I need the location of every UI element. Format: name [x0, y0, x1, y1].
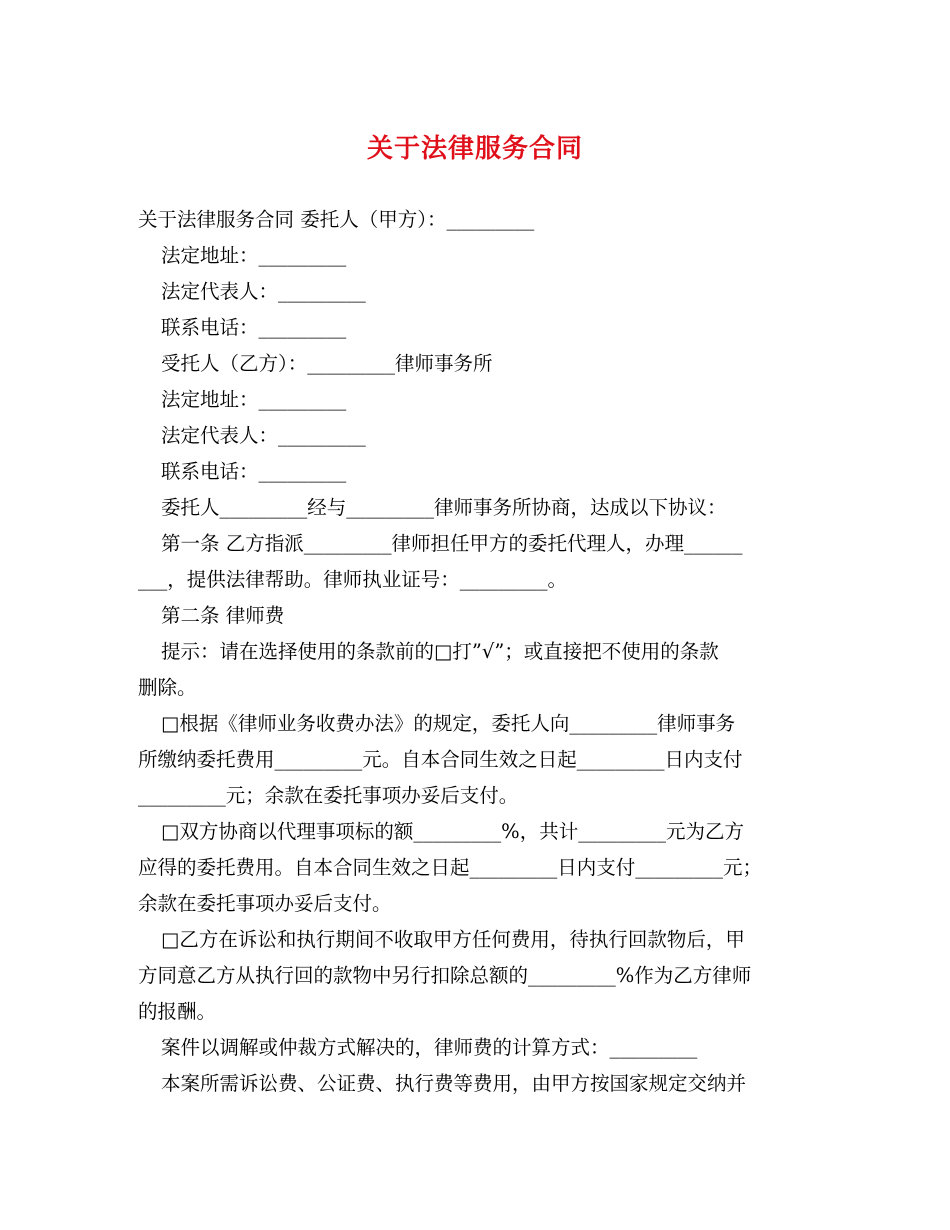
text-line: 本案所需诉讼费、公证费、执行费等费用，由甲方按国家规定交纳并: [161, 1072, 747, 1095]
text-line: 的报酬。: [138, 1000, 217, 1023]
text-line: 法定代表人：_________: [161, 424, 366, 447]
text-line: 方同意乙方从执行回的款物中另行扣除总额的_________%作为乙方律师: [138, 964, 752, 987]
text-line: □双方协商以代理事项标的额_________%，共计_________元为乙方: [161, 820, 744, 843]
text-line: 法定地址：_________: [161, 388, 347, 411]
text-line: 关于法律服务合同 委托人（甲方）：_________: [138, 208, 535, 231]
text-line: 联系电话：_________: [161, 316, 347, 339]
text-line: □乙方在诉讼和执行期间不收取甲方任何费用，待执行回款物后，甲: [161, 928, 745, 951]
text-line: 法定地址：_________: [161, 244, 347, 267]
text-line: 案件以调解或仲裁方式解决的，律师费的计算方式：_________: [161, 1036, 698, 1059]
text-line: 第二条 律师费: [161, 604, 285, 627]
text-line: 委托人_________经与_________律师事务所协商，达成以下协议：: [161, 496, 727, 519]
text-line: 余款在委托事项办妥后支付。: [138, 892, 392, 915]
text-line: ___，提供法律帮助。律师执业证号：_________。: [138, 568, 568, 591]
text-line: _________元；余款在委托事项办妥后支付。: [138, 784, 519, 807]
document-body: [138, 202, 814, 1102]
text-line: 受托人（乙方）：_________律师事务所: [161, 352, 493, 375]
document-title: 关于法律服务合同: [366, 134, 583, 164]
text-line: 删除。: [138, 676, 197, 699]
text-line: □根据《律师业务收费办法》的规定，委托人向_________律师事务: [161, 712, 736, 735]
text-line: 提示：请在选择使用的条款前的□打”√”；或直接把不使用的条款: [161, 640, 719, 663]
text-line: 所缴纳委托费用_________元。自本合同生效之日起_________日内支付: [138, 748, 743, 771]
text-line: 法定代表人：_________: [161, 280, 366, 303]
text-line: 应得的委托费用。自本合同生效之日起_________日内支付_________元；: [138, 856, 763, 879]
text-line: 联系电话：_________: [161, 460, 347, 483]
text-line: 第一条 乙方指派_________律师担任甲方的委托代理人，办理______: [161, 532, 743, 555]
